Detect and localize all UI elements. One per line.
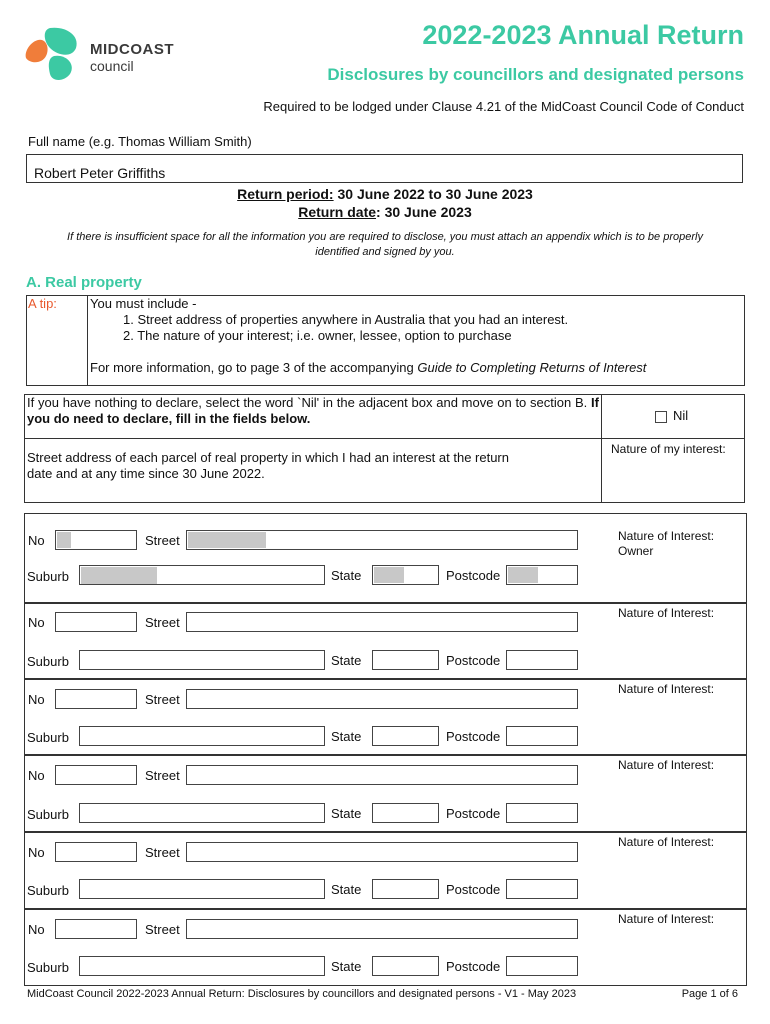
nil-label: Nil	[673, 408, 689, 423]
no-field[interactable]	[55, 689, 137, 709]
no-label: No	[28, 615, 45, 630]
suburb-field[interactable]	[79, 879, 325, 899]
suburb-label: Suburb	[27, 807, 69, 822]
section-a-title: A. Real property	[26, 274, 142, 291]
tip-item-2: 2. The nature of your interest; i.e. owner, lessee, option to purchase	[123, 328, 512, 343]
no-label: No	[28, 692, 45, 707]
return-period	[0, 186, 770, 202]
footer-text: MidCoast Council 2022-2023 Annual Return: Disclosures by councillors and designated persons - V1 - May 2023	[27, 988, 577, 1000]
postcode-label: Postcode	[446, 653, 501, 668]
nature-label: Nature of Interest:	[618, 835, 715, 849]
logo-name: MIDCOAST	[90, 41, 174, 58]
state-field[interactable]	[372, 726, 439, 746]
nature-value: Owner	[618, 544, 654, 558]
street-label: Street	[145, 768, 180, 783]
state-field[interactable]	[372, 956, 439, 976]
logo-mark-icon	[24, 26, 82, 84]
fullname-field[interactable]	[26, 154, 743, 183]
property-block	[24, 513, 747, 603]
street-field[interactable]	[186, 612, 578, 632]
nature-label: Nature of Interest:	[618, 529, 715, 543]
suburb-field[interactable]	[79, 803, 325, 823]
nature-label: Nature of Interest:	[618, 606, 715, 620]
nil-checkbox[interactable]	[655, 411, 667, 423]
postcode-label: Postcode	[446, 568, 501, 583]
nature-header: Nature of my interest:	[611, 442, 726, 456]
suburb-label: Suburb	[27, 730, 69, 745]
redaction	[188, 532, 266, 548]
postcode-label: Postcode	[446, 729, 501, 744]
page-number: Page 1 of 6	[681, 988, 738, 1000]
redaction	[374, 567, 404, 583]
state-field[interactable]	[372, 650, 439, 670]
no-label: No	[28, 922, 45, 937]
postcode-field[interactable]	[506, 879, 578, 899]
no-field[interactable]	[55, 612, 137, 632]
redaction	[508, 567, 538, 583]
state-label: State	[331, 729, 362, 744]
nature-label: Nature of Interest:	[618, 912, 715, 926]
street-label: Street	[145, 692, 180, 707]
nil-checkbox-group[interactable]	[655, 408, 688, 423]
suburb-label: Suburb	[27, 569, 69, 584]
tip-intro: You must include -	[90, 296, 197, 311]
street-field[interactable]	[186, 919, 578, 939]
postcode-label: Postcode	[446, 882, 501, 897]
street-label: Street	[145, 845, 180, 860]
suburb-field[interactable]	[79, 956, 325, 976]
suburb-field[interactable]	[79, 650, 325, 670]
tip-guide-title: Guide to Completing Returns of Interest	[417, 360, 647, 375]
suburb-label: Suburb	[27, 654, 69, 669]
return-period-value: 30 June 2022 to 30 June 2023	[333, 186, 533, 202]
no-field[interactable]	[55, 765, 137, 785]
postcode-field[interactable]	[506, 650, 578, 670]
state-field[interactable]	[372, 879, 439, 899]
suburb-label: Suburb	[27, 960, 69, 975]
street-field[interactable]	[186, 689, 578, 709]
return-date-value: : 30 June 2023	[376, 204, 472, 220]
insufficient-space-note: If there is insufficient space for all the information you are required to disclose, you must attach an appendix which is to be properly identified and signed by you.	[67, 231, 703, 258]
page-subtitle: Disclosures by councillors and designated persons	[327, 65, 744, 84]
page-title: 2022-2023 Annual Return	[422, 20, 744, 50]
requirement-note: Required to be lodged under Clause 4.21 of the MidCoast Council Code of Conduct	[263, 99, 744, 114]
nature-label: Nature of Interest:	[618, 758, 715, 772]
state-label: State	[331, 882, 362, 897]
nil-instructions-text: If you have nothing to declare, select the word `Nil' in the adjacent box and move on to section B.	[27, 395, 592, 410]
redaction	[57, 532, 71, 548]
postcode-label: Postcode	[446, 959, 501, 974]
street-label: Street	[145, 922, 180, 937]
nil-instructions-bold: If you do need to declare, fill in the fields below.	[27, 395, 599, 426]
suburb-label: Suburb	[27, 883, 69, 898]
postcode-field[interactable]	[506, 956, 578, 976]
tip-more-info	[90, 360, 646, 376]
no-field[interactable]	[55, 842, 137, 862]
return-date-label: Return date	[298, 204, 377, 220]
no-label: No	[28, 845, 45, 860]
postcode-field[interactable]	[506, 726, 578, 746]
state-field[interactable]	[372, 803, 439, 823]
no-field[interactable]	[55, 919, 137, 939]
no-label: No	[28, 533, 45, 548]
street-field[interactable]	[186, 765, 578, 785]
no-label: No	[28, 768, 45, 783]
nature-label: Nature of Interest:	[618, 682, 715, 696]
suburb-field[interactable]	[79, 726, 325, 746]
postcode-field[interactable]	[506, 803, 578, 823]
redaction	[81, 567, 157, 584]
return-period-label: Return period:	[237, 186, 334, 202]
nil-instructions	[27, 395, 599, 427]
tip-label: A tip:	[28, 296, 57, 311]
state-label: State	[331, 806, 362, 821]
fullname-label: Full name (e.g. Thomas William Smith)	[28, 134, 252, 149]
street-field[interactable]	[186, 842, 578, 862]
postcode-label: Postcode	[446, 806, 501, 821]
return-date	[0, 204, 770, 220]
street-description: Street address of each parcel of real property in which I had an interest at the return date and at any time since 30 June 2022.	[27, 450, 509, 481]
street-label: Street	[145, 615, 180, 630]
state-label: State	[331, 959, 362, 974]
council-logo	[24, 26, 184, 84]
logo-subtext: council	[90, 58, 134, 74]
tip-more-prefix: For more information, go to page 3 of the accompanying	[90, 360, 418, 375]
state-label: State	[331, 653, 362, 668]
fullname-value: Robert Peter Griffiths	[34, 165, 166, 181]
tip-item-1: 1. Street address of properties anywhere in Australia that you had an interest.	[123, 312, 569, 327]
state-label: State	[331, 568, 362, 583]
street-label: Street	[145, 533, 180, 548]
